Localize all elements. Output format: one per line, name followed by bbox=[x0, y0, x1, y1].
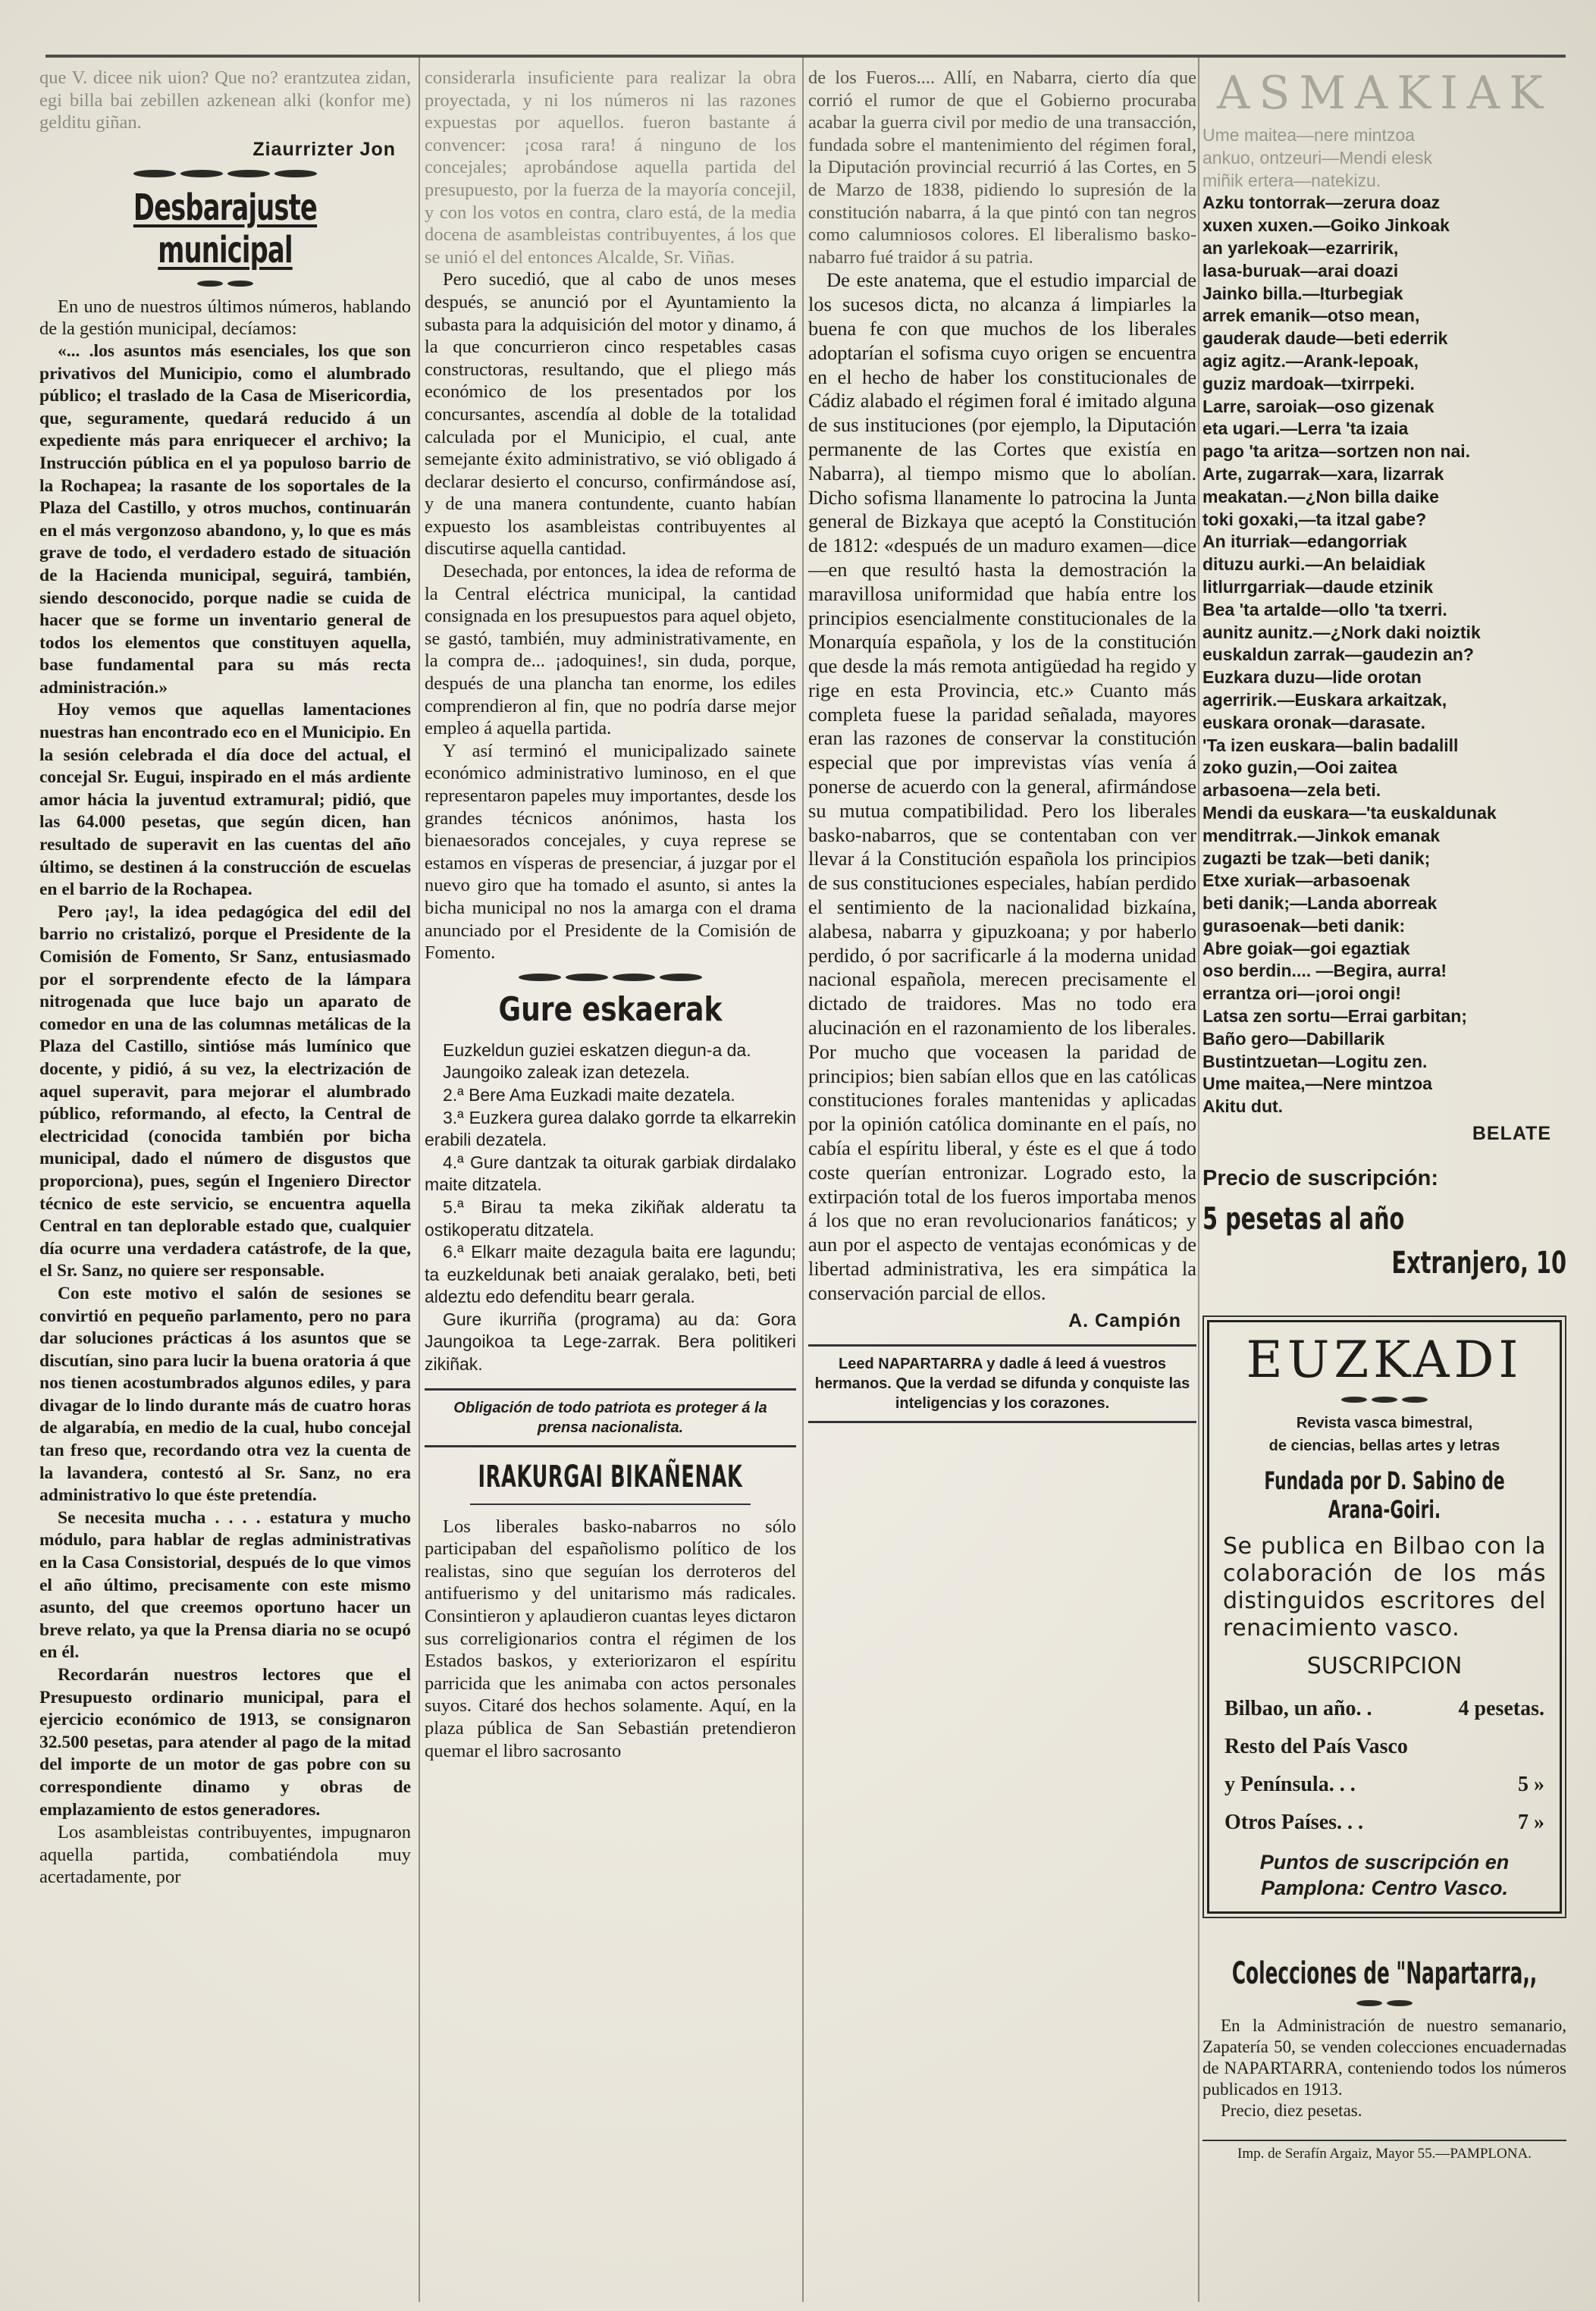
list-item: Gure ikurriña (programa) au da: Gora Jaungoikoa ta Lege-zarrak. Bera politikeri zikiñak. bbox=[425, 1309, 796, 1375]
ornament bbox=[39, 170, 411, 177]
poem-line: eta ugari.—Lerra 'ta izaia bbox=[1202, 419, 1409, 439]
ad-subtitle: de ciencias, bellas artes y letras bbox=[1268, 1438, 1500, 1455]
column-2 bbox=[425, 67, 796, 2303]
paragraph: Los liberales basko-nabarros no sólo participaban del españolismo político de los realistas, sino que seguían los derroteros del antifuerismo y del unitarismo más radicales. Consintieron y aplaudieron cuantas leyes dictaron sus correligionarios contra el régimen de los Estados baskos, y exteriorizaron el espíritu parricida que les animaba con actos personales suyos. Citaré dos hechos solamente. Aquí, en la plaza pública de San Sebastián pretendieron quemar el libro sacrosanto bbox=[425, 1516, 796, 1761]
poem-line: Mendi da euskara—'ta euskaldunak bbox=[1202, 802, 1497, 823]
obligation-note: Obligación de todo patriota es proteger á la prensa nacionalista. bbox=[425, 1388, 796, 1447]
poem-line: oso berdin.... —Begira, aurra! bbox=[1202, 961, 1447, 981]
rate-label: Otros Países. . . bbox=[1224, 1811, 1364, 1835]
article-headline: Desbarajuste municipal bbox=[133, 186, 318, 271]
section-title: Gure eskaerak bbox=[498, 989, 723, 1029]
paragraph: Precio, diez pesetas. bbox=[1221, 2101, 1362, 2121]
rate-label: Bilbao, un año. . bbox=[1224, 1697, 1372, 1721]
poem-line: gauderak daude—beti ederrik bbox=[1202, 328, 1448, 349]
poem-line: Ume maitea,—Nere mintzoa bbox=[1202, 1074, 1432, 1094]
poem-line: agiz agitz.—Arank-lepoak, bbox=[1202, 350, 1419, 371]
paragraph: Desechada, por entonces, la idea de reforma de la Central eléctrica municipal, la cantidad consignada en los presupuestos para aquel objeto, se gastó, también, muy administrativamente, en la compra de... ¡adoquines!, sin duda, porque, después de una plancha tan enorme, los ediles comprendieron al fin, que no podría darse mejor empleo á aquella partida. bbox=[425, 561, 796, 739]
paragraph: Pero ¡ay!, la idea pedagógica del edil del barrio no cristalizó, porque el Presidente de la Comisión de Fomento, Sr Sanz, entusiasmado por el sorprendente efecto de la lámpara nitrogenada que luce bajo un aparato de comedor en una de las columnas metálicas de la Plaza del Castillo, sintióse más lumínico que docente, y pidió, á su vez, la electrización de aquel superavit, para mejorar el alumbrado público, reformando, al efecto, la Central de electricidad (conocida también por bicha municipal, dado el número de disgustos que proporciona), pues, según el Ingeniero Director técnico de este servicio, se encuentra aquella Central en tan deplorable estado que, cualquier día ocurre una verdadera catástrofe, de la que, el Sr. Sanz, no quiere ser responsable. bbox=[39, 902, 411, 1281]
rate-value: 4 pesetas. bbox=[1458, 1697, 1544, 1721]
poem-line: menditrrak.—Jinkok emanak bbox=[1202, 825, 1441, 845]
imprint: Imp. de Serafín Argaiz, Mayor 55.—PAMPLONA. bbox=[1202, 2140, 1566, 2162]
list-item: 6.ª Elkarr maite dezagula baita ere lagundu; ta euzkeldunak beti anaiak geralako, beti, beti aldeztu edo defenditu bearr gerala. bbox=[425, 1242, 796, 1307]
rate-label: y Península. . . bbox=[1224, 1773, 1356, 1797]
list-item: Jaungoiko zaleak izan detezela. bbox=[443, 1062, 691, 1083]
column-rule bbox=[802, 58, 804, 2302]
list-item: Euzkeldun guziei eskatzen diegun-a da. bbox=[443, 1039, 751, 1060]
rate-row bbox=[1218, 1766, 1551, 1804]
column-rule bbox=[1198, 58, 1199, 2302]
rate-value: 5 » bbox=[1518, 1773, 1544, 1797]
rate-value bbox=[1431, 1728, 1544, 1766]
poem-line: miñik ertera—natekizu. bbox=[1202, 170, 1381, 190]
ornament bbox=[425, 974, 796, 981]
poem-line: 'Ta izen euskara—balin badalill bbox=[1202, 735, 1459, 755]
poem-line: guziz mardoak—txirrpeki. bbox=[1202, 373, 1415, 394]
price-label: Precio de suscripción: bbox=[1202, 1166, 1439, 1191]
ad-box bbox=[1207, 1320, 1562, 1914]
poem-line: pago 'ta aritza—sortzen non nai. bbox=[1202, 441, 1471, 462]
price-foreign: Extranjero, 10 bbox=[1391, 1246, 1566, 1281]
poem-line: Latsa zen sortu—Errai garbitan; bbox=[1202, 1006, 1467, 1027]
rate-row bbox=[1218, 1804, 1551, 1842]
rate-row bbox=[1218, 1690, 1551, 1728]
paragraph: Pero sucedió, que al cabo de unos meses después, se anunció por el Ayuntamiento la subasta para la adquisición del motor y dinamo, á la que concurrieron cinco respetables casas constructoras, resultando, que el pliego más económico de los presentados por los concursantes, ascendía al doble de la totalidad calculada por el Municipio, el cual, ante semejante éxito administrativo, se vió obligado á declarar desierto el concurso, confirmándose así, y de una manera contundente, cuanto habían expuesto los asambleistas contribuyentes al discutirse aquella cantidad. bbox=[425, 269, 796, 560]
rate-row bbox=[1218, 1728, 1551, 1766]
poem-line: Baño gero—Dabillarik bbox=[1202, 1028, 1385, 1049]
column-rule bbox=[419, 58, 420, 2302]
poem-line: Euzkara duzu—lide orotan bbox=[1202, 667, 1422, 688]
requests-list bbox=[425, 1039, 796, 1376]
poem-line: ankuo, ontzeuri—Mendi elesk bbox=[1202, 147, 1432, 168]
poem-line: gurasoenak—beti danik: bbox=[1202, 915, 1406, 936]
column-3 bbox=[808, 67, 1196, 2303]
signature: A. Campión bbox=[1068, 1309, 1181, 1331]
poem-line: Azku tontorrak—zerura doaz bbox=[1202, 193, 1441, 213]
paragraph: de los Fueros.... Allí, en Nabarra, cierto día que corrió el rumor de que el Gobierno procuraba acabar la guerra civil por medio de una transacción, fundada sobre el mantenimiento del régimen foral, la Diputación provincial recurrió á las Cortes, en 5 de Marzo de 1838, pidiendo lo supresión de la constitución nabarra, á la que pintó con tan negros como calumniosos colores. El liberalismo basko-nabarro fué traidor á su patria. bbox=[808, 67, 1196, 268]
poem-line: Jainko billa.—Iturbegiak bbox=[1202, 283, 1403, 303]
list-item: 4.ª Gure dantzak ta oiturak garbiak dirdalako maite ditzatela. bbox=[425, 1152, 796, 1195]
section-title: Colecciones de "Napartarra,, bbox=[1231, 1956, 1538, 1992]
price-main: 5 pesetas al año bbox=[1202, 1202, 1405, 1237]
paragraph: En la Administración de nuestro semanario, Zapatería 50, se venden colecciones encuadernadas de NAPARTARRA, conteniendo todos los números publicados en 1913. bbox=[1202, 2016, 1566, 2099]
top-rule bbox=[45, 55, 1566, 58]
rate-value: 7 » bbox=[1518, 1811, 1544, 1835]
poem-line: Bea 'ta artalde—ollo 'ta txerri. bbox=[1202, 599, 1447, 619]
ad-points: Puntos de suscripción en Pamplona: Centro Vasco. bbox=[1259, 1851, 1510, 1900]
poem-line: zoko guzin,—Ooi zaitea bbox=[1202, 757, 1397, 778]
paragraph: En uno de nuestros últimos números, hablando de la gestión municipal, decíamos: bbox=[39, 296, 411, 340]
intro-text: que V. dicee nik uion? Que no? erantzutea zidan, egi billa bai zebillen azkenean alki (konfor me) gelditu giñan. bbox=[39, 67, 411, 133]
poem-line: Akitu dut. bbox=[1202, 1096, 1284, 1117]
ad-subtitle: Revista vasca bimestral, bbox=[1296, 1415, 1473, 1432]
paragraph: Se necesita mucha . . . . estatura y mucho módulo, para hablar de reglas administrativas en la Casa Consistorial, después de lo que vimos el año último, precisamente con este mismo asunto, del que creemos oportuno hacer un breve relato, ya que la Prensa diaria no se ocupó en él. bbox=[39, 1507, 411, 1663]
ornament bbox=[39, 281, 411, 287]
poem-line: dituzu aurki.—An belaidiak bbox=[1202, 554, 1425, 575]
paragraph: Y así terminó el municipalizado sainete económico administrativo luminoso, en el que representaron papeles muy importantes, desde los grandes técnicos anónimos, hasta los bienaesorados concejales, y cuya represe se estamos en vísperas de presenciar, á juzgar por el nuevo giro que ha tomado el asunto, si antes la bicha municipal no nos la amarga con el drama anunciado por el Presidente de la Comisión de Fomento. bbox=[425, 740, 796, 964]
poem-line: arbasoena—zela beti. bbox=[1202, 780, 1381, 801]
poem-line: Bustintzuetan—Logitu zen. bbox=[1202, 1051, 1428, 1071]
paragraph: Con este motivo el salón de sesiones se convirtió en pequeño parlamento, pero no para dar soluciones prácticas á los asuntos que se discutían, sino para lucir la buena oratoria á que nos tienen acostumbrados algunos ediles, y para divagar de lo lindo durante más de cuatro horas de algarabía, en medio de la cual, hubo concejal tan freso que, recordando otra vez la cuenta de la lavandera, contestó al Sr. Sanz, no era administrativo lo que éste pretendía. bbox=[39, 1283, 411, 1506]
ad-body: Se publica en Bilbao con la colaboración de los más distinguidos escritores del renacimiento vasco. bbox=[1223, 1533, 1546, 1642]
poem-line: aunitz aunitz.—¿Nork daki noiztik bbox=[1202, 622, 1481, 642]
list-item: 3.ª Euzkera gurea dalako gorrde ta elkarrekin erabili dezatela. bbox=[425, 1107, 796, 1150]
paragraph: Los asambleistas contribuyentes, impugnaron aquella partida, combatiéndola muy acertadamente, por bbox=[39, 1822, 411, 1888]
divider bbox=[470, 1504, 751, 1505]
signature: Ziaurrizter Jon bbox=[252, 138, 396, 160]
column-1 bbox=[39, 67, 411, 2303]
poem-line: meakatan.—¿Non billa daike bbox=[1202, 486, 1439, 506]
poem-line: Abre goiak—goi egaztiak bbox=[1202, 938, 1410, 958]
promo-note: Leed NAPARTARRA y dadle á leed á vuestros hermanos. Que la verdad se difunda y conquiste las inteligencias y los corazones. bbox=[808, 1344, 1196, 1423]
paragraph: Recordarán nuestros lectores que el Presupuesto ordinario municipal, para el ejercicio económico de 1913, se consignaron 32.500 pesetas, para atender al pago de la mitad del importe de un motor de gas pobre con su correspondiente dinamo y obras de emplazamiento de estos generadores. bbox=[39, 1665, 411, 1820]
poem-line: An iturriak—edangorriak bbox=[1202, 531, 1407, 552]
poem-line: zugazti be tzak—beti danik; bbox=[1202, 848, 1431, 868]
paragraph: «... .los asuntos más esenciales, los que son privativos del Municipio, como el alumbrado público; el traslado de la Casa de Misericordia, que, seguramente, quedará reducido á un expediente más para enriquecer el archivo; la Instrucción pública en el ya populoso barrio de la Rochapea; la rasante de los soportales de la Plaza del Castillo, y otros muchos, continuarán en el más vergonzoso abandono, y, lo que es más grave de todo, el verdadero estado de situación de la Hacienda municipal, seguirá, también, siendo desconocido, porque nadie se cuida de hacer que se forme un inventario general de todos los elementos que constituyen aquella, base fundamental para su más recta administración.» bbox=[39, 340, 411, 698]
poem-line: beti danik;—Landa aborreak bbox=[1202, 893, 1438, 914]
ornament bbox=[1202, 2000, 1566, 2006]
paragraph: Hoy vemos que aquellas lamentaciones nuestras han encontrado eco en el Municipio. En la sesión celebrada el día doce del actual, el concejal Sr. Eugui, inspirado en el más ardiente amor hácia la juventud extramural; pidió, que las 64.000 pesetas, que según dicen, han resultado de superavit en las cuentas del año último, se destinen á la construcción de escuelas en el barrio de la Rochapea. bbox=[39, 700, 411, 900]
poem-line: euskaldun zarrak—gaudezin an? bbox=[1202, 644, 1474, 665]
poem-line: toki goxaki,—ta itzal gabe? bbox=[1202, 509, 1427, 529]
ad-title: EUZKADI bbox=[1246, 1331, 1523, 1390]
poem-line: arrek emanik—otso mean, bbox=[1202, 306, 1420, 326]
ad-founded: Fundada por D. Sabino de Arana-Goiri. bbox=[1264, 1466, 1505, 1525]
poem-line: litlurrgarriak—daude etzinik bbox=[1202, 576, 1434, 597]
ornament bbox=[1218, 1397, 1551, 1403]
paragraph: considerarla insuficiente para realizar la obra proyectada, y ni los números ni las razones expuestas por aquellos. fueron bastante á convencer: ¡cosa rara! á ninguno de los concejales; aprobándose aquella partida del presupuesto, por la fuerza de la mayoría concejil, y con los votos en contra, claro está, de la media docena de asambleistas contribuyentes, á los que se unió el del entonces Alcalde, Sr. Viñas. bbox=[425, 67, 796, 268]
poem-line: lasa-buruak—arai doazi bbox=[1202, 260, 1399, 281]
poem-line: an yarlekoak—ezarririk, bbox=[1202, 237, 1399, 258]
poem-line: euskara oronak—darasate. bbox=[1202, 712, 1426, 732]
poem-line: Arte, zugarrak—xara, lizarrak bbox=[1202, 463, 1444, 484]
section-title: IRAKURGAI BIKAÑENAK bbox=[478, 1459, 743, 1494]
poem bbox=[1202, 124, 1566, 1118]
poem-line: Larre, saroiak—oso gizenak bbox=[1202, 396, 1435, 416]
signature: BELATE bbox=[1472, 1123, 1551, 1145]
ad-subscription-title: SUSCRIPCION bbox=[1306, 1653, 1463, 1680]
advertisement bbox=[1202, 1315, 1566, 1918]
poem-line: Etxe xuriak—arbasoenak bbox=[1202, 870, 1410, 891]
list-item: 5.ª Birau ta meka zikiñak alderatu ta ostikoperatu ditzatela. bbox=[425, 1196, 796, 1240]
section-title: ASMAKIAK bbox=[1217, 67, 1552, 120]
poem-line: xuxen xuxen.—Goiko Jinkoak bbox=[1202, 215, 1450, 236]
column-4 bbox=[1202, 67, 1566, 2303]
paragraph: De este anatema, que el estudio imparcial de los sucesos dicta, no alcanza á limpiarles la buena fe con que muchos de los liberales adoptarían el sofisma cuyo origen se encuentra en el hecho de haber los constitucionales de Cádiz alabado el régimen foral é imitado alguna de sus instituciones (por ejemplo, la Diputación permanente de las Cortes que existía en Nabarra), al tiempo mismo que lo abolían. Dicho sofisma llanamente lo patrocina la Junta general de Bizkaya que aceptó la Constitución de 1812: «después de un maduro examen—dice —en que resultó hasta la demostración la maravillosa uniformidad que había entre los principios esencialmente constitucionales de la Monarquía española, y los de la constitución que desde la más remota antigüedad ha regido y rige en esta Provincia, etc.» Cuanto más completa fuese la paridad señalada, mayores eran las razones de conservar la constitución especial que por imprevistas vías venía á ponerse de acuerdo con la general, afirmándose su mutua compatibilidad. Pero los liberales basko-nabarros, que se contentaban con ver llevar á la Constitución española los principios de sus constituciones especiales, habían perdido el sentimiento de la nacionalidad bizkaína, alabesa, nabarra y gipuzkoana; y por haberlo perdido, ó por sacrificarle á la moderna unidad nacional española, merecen precisamente el dictado de traidores. Mas no todo era alucinación en el razonamiento de los liberales. Por mucho que voceasen la paridad de principios; bien sabían ellos que en las católicas constituciones forales mantenidas y aplicadas por la opinión católica dominante en el país, no cabía el espíritu liberal, y éste es el que á todo coste querían entronizar. Logrado esto, la extirpación total de los fueros importaba menos á los que no eran revolucionarios fanáticos; y aun por el aspecto de ventajas económicas y de libertad administrativa, les era simpática la conservación parcial de ellos. bbox=[808, 268, 1196, 1304]
poem-line: errantza ori—¡oroi ongi! bbox=[1202, 983, 1401, 1004]
rate-label: Resto del País Vasco bbox=[1224, 1735, 1408, 1759]
poem-line: agerririk.—Euskara arkaitzak, bbox=[1202, 689, 1447, 710]
list-item: 2.ª Bere Ama Euzkadi maite dezatela. bbox=[443, 1084, 735, 1105]
poem-line: Ume maitea—nere mintzoa bbox=[1202, 125, 1415, 145]
